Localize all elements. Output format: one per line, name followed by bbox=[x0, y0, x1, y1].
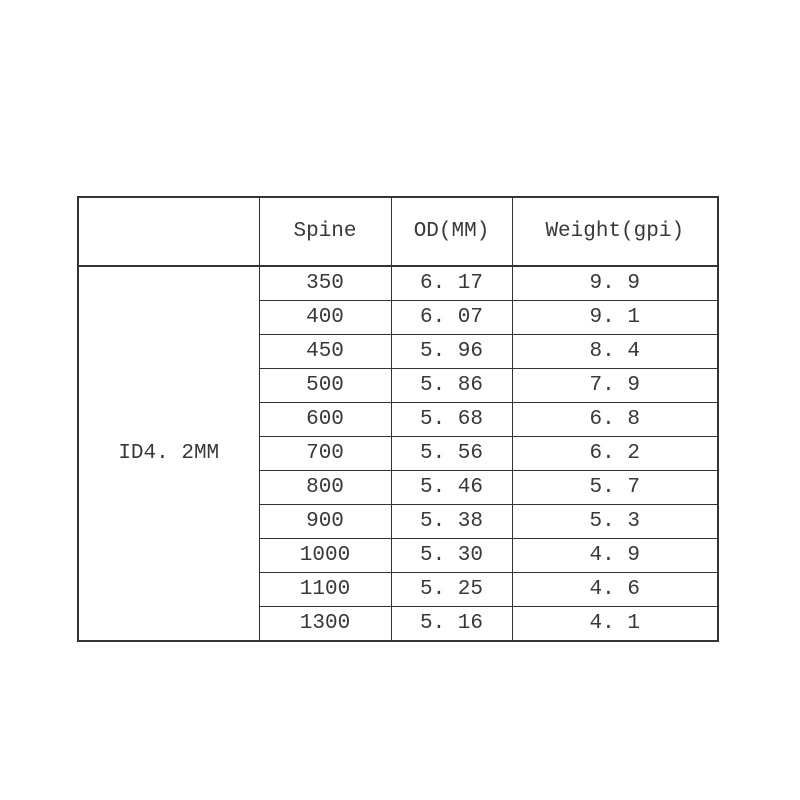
weight-cell: 4. 6 bbox=[512, 573, 718, 607]
spine-cell: 800 bbox=[259, 471, 391, 505]
header-cell-spine: Spine bbox=[259, 197, 391, 266]
spine-cell: 900 bbox=[259, 505, 391, 539]
weight-cell: 4. 9 bbox=[512, 539, 718, 573]
od-cell: 5. 56 bbox=[391, 437, 512, 471]
weight-cell: 8. 4 bbox=[512, 335, 718, 369]
spine-cell: 1000 bbox=[259, 539, 391, 573]
weight-cell: 6. 8 bbox=[512, 403, 718, 437]
header-cell-od: OD(MM) bbox=[391, 197, 512, 266]
spine-cell: 700 bbox=[259, 437, 391, 471]
header-cell-weight: Weight(gpi) bbox=[512, 197, 718, 266]
weight-cell: 9. 1 bbox=[512, 301, 718, 335]
spine-cell: 350 bbox=[259, 266, 391, 301]
header-cell-empty bbox=[78, 197, 259, 266]
od-cell: 6. 07 bbox=[391, 301, 512, 335]
spine-cell: 400 bbox=[259, 301, 391, 335]
od-cell: 5. 38 bbox=[391, 505, 512, 539]
od-cell: 6. 17 bbox=[391, 266, 512, 301]
weight-cell: 5. 3 bbox=[512, 505, 718, 539]
weight-cell: 9. 9 bbox=[512, 266, 718, 301]
od-cell: 5. 96 bbox=[391, 335, 512, 369]
table-row bbox=[78, 266, 718, 301]
weight-cell: 4. 1 bbox=[512, 607, 718, 642]
od-cell: 5. 25 bbox=[391, 573, 512, 607]
spine-cell: 450 bbox=[259, 335, 391, 369]
spine-cell: 500 bbox=[259, 369, 391, 403]
weight-cell: 6. 2 bbox=[512, 437, 718, 471]
od-cell: 5. 46 bbox=[391, 471, 512, 505]
spine-cell: 600 bbox=[259, 403, 391, 437]
od-cell: 5. 68 bbox=[391, 403, 512, 437]
header-row bbox=[78, 197, 718, 266]
spine-cell: 1100 bbox=[259, 573, 391, 607]
od-cell: 5. 30 bbox=[391, 539, 512, 573]
od-cell: 5. 86 bbox=[391, 369, 512, 403]
weight-cell: 5. 7 bbox=[512, 471, 718, 505]
spine-cell: 1300 bbox=[259, 607, 391, 642]
group-label: ID4. 2MM bbox=[78, 266, 259, 641]
arrow-spec-table bbox=[77, 196, 719, 642]
od-cell: 5. 16 bbox=[391, 607, 512, 642]
weight-cell: 7. 9 bbox=[512, 369, 718, 403]
